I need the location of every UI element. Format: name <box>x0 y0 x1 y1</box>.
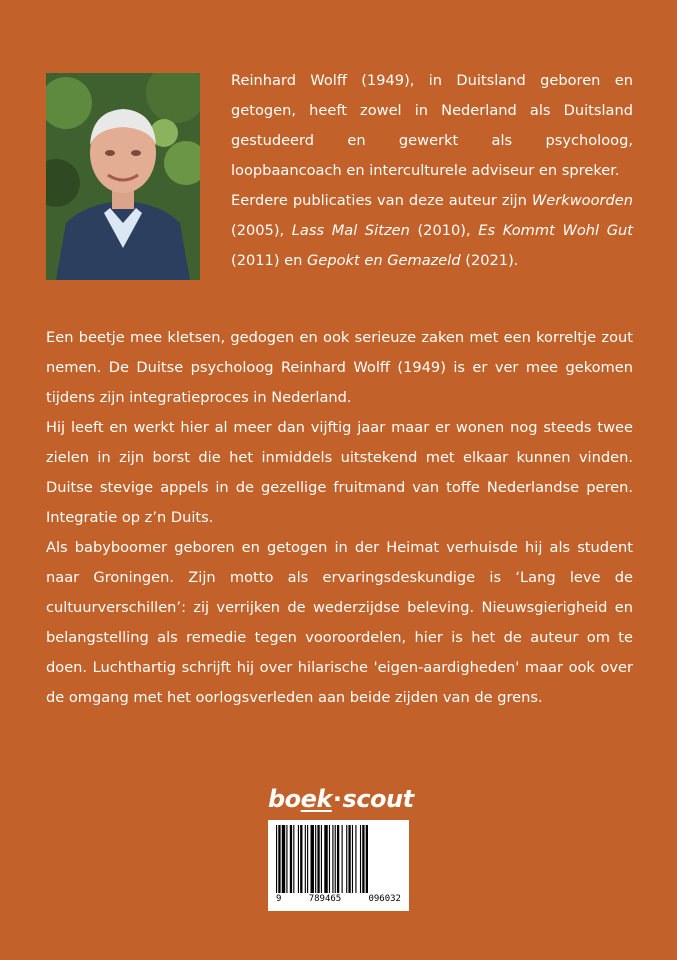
barcode-bar <box>346 825 347 893</box>
bio-publications <box>231 186 633 276</box>
barcode-bar <box>276 825 277 893</box>
barcode-bar <box>360 825 361 893</box>
work-title: Lass Mal Sitzen <box>291 222 410 239</box>
barcode-bar <box>366 825 368 893</box>
blurb-paragraph: Een beetje mee kletsen, gedogen en ook serieuze zaken met een korreltje zout nemen. De Duitse psycholoog Reinhard Wolff (1949) is er ver mee gekomen tijdens zijn integratieproces in Nederland. <box>46 329 633 406</box>
barcode-bar <box>282 825 285 893</box>
barcode-bar <box>298 825 299 893</box>
barcode-bar <box>278 825 280 893</box>
work-title: Es Kommt Wohl Gut <box>478 222 634 239</box>
work-year: (2011) en <box>231 252 308 269</box>
author-bio <box>231 66 633 276</box>
barcode-bar <box>311 825 314 893</box>
blurb-paragraph: Als babyboomer geboren en getogen in der Heimat verhuisde hij als student naar Groningen. Zijn motto als ervaringsdeskundige is ‘Lang leve de cultuurverschillen’: zij verrijken de wederzijdse beleving. Nieuwsgierigheid en belangstelling als remedie tegen vooroordelen, hier is het de auteur om te doen. Luchthartig schrijft hij over hilarische 'eigen-aardigheden' maar ook over de omgang met het oorlogsverleden aan beide zijden van de grens. <box>46 539 633 706</box>
author-photo <box>46 73 200 280</box>
publisher-logo <box>268 785 414 813</box>
work-title: Gepokt en Gemazeld <box>307 252 461 269</box>
barcode-bar <box>300 825 302 893</box>
barcode-bar <box>290 825 292 893</box>
barcode-group-1: 789465 <box>308 894 342 904</box>
barcode-lead-digit: 9 <box>276 894 282 904</box>
work-year: (2021). <box>460 252 519 269</box>
isbn-barcode <box>268 820 409 911</box>
barcode-digits <box>274 894 403 904</box>
work-year: (2010), <box>409 222 479 239</box>
barcode-bar <box>337 825 339 893</box>
work-year: (2005), <box>231 222 292 239</box>
barcode-bar <box>355 825 356 893</box>
barcode-bar <box>348 825 350 893</box>
logo-text: scout <box>342 785 414 813</box>
barcode-bar <box>317 825 319 893</box>
barcode-bar <box>335 825 336 893</box>
barcode-bar <box>305 825 306 893</box>
barcode-bar <box>324 825 327 893</box>
barcode-group-2: 096032 <box>368 894 401 904</box>
logo-dot: · <box>332 785 342 813</box>
logo-text: bo <box>268 785 301 813</box>
bio-paragraph: Reinhard Wolff (1949), in Duitsland geboren en getogen, heeft zowel in Nederland als Duitsland gestudeerd en gewerkt als psycholoog, loopbaancoach en interculturele adviseur en spreker. <box>231 72 633 179</box>
publications-intro: Eerdere publicaties van deze auteur zijn <box>231 192 532 209</box>
book-blurb <box>46 323 633 713</box>
barcode-bar <box>293 825 294 893</box>
blurb-paragraph: Hij leeft en werkt hier al meer dan vijftig jaar maar er wonen nog steeds twee zielen in zijn borst die het inmiddels uitstekend met elkaar kunnen vinden. Duitse stevige appels in de gezellige fruitmand van toffe Nederlandse peren. Integratie op z’n Duits. <box>46 419 633 526</box>
barcode-icon <box>274 825 403 893</box>
barcode-bar <box>352 825 353 893</box>
barcode-bar <box>362 825 364 893</box>
logo-text-underlined: ek <box>300 785 332 813</box>
barcode-bar <box>286 825 287 893</box>
barcode-bar <box>307 825 308 893</box>
barcode-bar <box>332 825 333 893</box>
barcode-bar <box>342 825 343 893</box>
portrait-icon <box>46 73 200 280</box>
barcode-bar <box>315 825 316 893</box>
barcode-bar <box>329 825 330 893</box>
work-title: Werkwoorden <box>531 192 633 209</box>
barcode-bar <box>321 825 322 893</box>
